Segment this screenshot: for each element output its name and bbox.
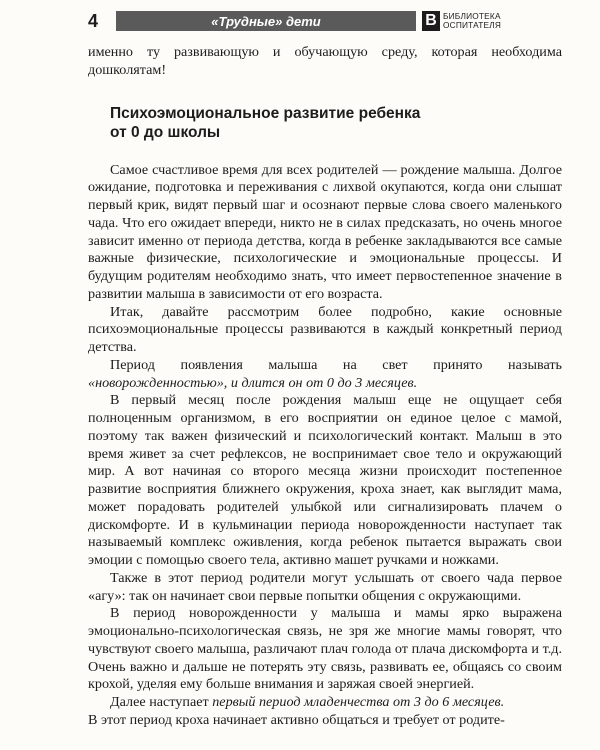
paragraph-7-continued: В этот период кроха начинает активно общаться и требует от родите- [88, 711, 505, 728]
paragraph-2: Итак, давайте рассмотрим более подробно, какие основные психоэмоциональные процессы развиваются в каждый конкретный период детства. [88, 303, 562, 355]
paragraph-3 [88, 357, 562, 393]
paragraph-3-italic: «новорожденностью», и длится он от 0 до 3 месяцев. [88, 374, 418, 391]
paragraph-3-text: Период появления малыша на свет принято называть [110, 356, 562, 373]
paragraph-4: В первый месяц после рождения малыш еще не ощущает себя полноценным организмом, в его восприятии он единое целое с мамой, поэтому так важен физический и психологический контакт. Малыш в это время живет за счет рефлексов, не воспринимает свое тело и окружающий мир. А вот начиная со второго месяца жизни происходит постепенное развитие восприятия ближнего окружения, кроха знает, как выглядит мама, может порадовать родителей улыбкой или сигнализировать плачем о дискомфорте. И в кульминации периода новорожденности наступает так называемый комплекс оживления, когда ребенок пытается выражать свои эмоции с помощью своего тела, активно машет ручками и ножками. [88, 392, 562, 568]
series-name-line1: БИБЛИОТЕКА [443, 10, 501, 21]
page-number: 4 [88, 11, 99, 31]
series-name-line2: ОСПИТАТЕЛЯ [443, 20, 502, 30]
running-title: «Трудные» дети [211, 13, 321, 29]
running-title-bar [116, 11, 416, 31]
paragraph-7-text: Далее наступает [110, 694, 213, 710]
running-header [88, 9, 562, 33]
paragraph-6: В период новорожденности у малыша и мамы ярко выражена эмоционально-психологическая связь, не зря же многие мамы говорят, что чувствуют своего малыша, различают плач голода от плача дискомфорта и т.д. Очень важно и дальше не потерять эту связь, развивать ее, общаясь со своим крохой, уделяя ему больше внимания и заряжая своей энергией. [88, 605, 562, 693]
series-name [443, 12, 501, 31]
paragraph-1: Самое счастливое время для всех родителей — рождение малыша. Долгое ожидание, подготовка и переживания с лихвой окупаются, когда они слышат первый крик, видят первый шаг и осознают первые слова своего маленького чада. Что его ожидает впереди, никто не в силах предсказать, но очень многое зависит именно от периода детства, когда в ребенке закладываются все самые важные физические, психологические и эмоциональные процессы. И будущим родителям необходимо знать, что имеет первостепенное значение в развитии малыша в зависимости от его возраста. [88, 161, 562, 302]
section-title-line2: от 0 до школы [110, 123, 221, 141]
intro-paragraph: именно ту развивающую и обучающую среду, которая необходима дошколятам! [88, 44, 562, 78]
section-title-line1: Психоэмоциональное развитие ребенка [110, 104, 421, 122]
page-body [88, 44, 562, 730]
series-badge: B [422, 11, 440, 31]
paragraph-5: Также в этот период родители могут услышать от своего чада первое «агу»: так он начинает свои первые попытки общения с окружающими. [88, 569, 562, 604]
paragraph-7-italic: первый период младенчества от 3 до 6 месяцев. [212, 694, 505, 710]
section-title [110, 104, 562, 142]
series-logo [422, 9, 501, 33]
paragraph-7 [88, 694, 562, 712]
